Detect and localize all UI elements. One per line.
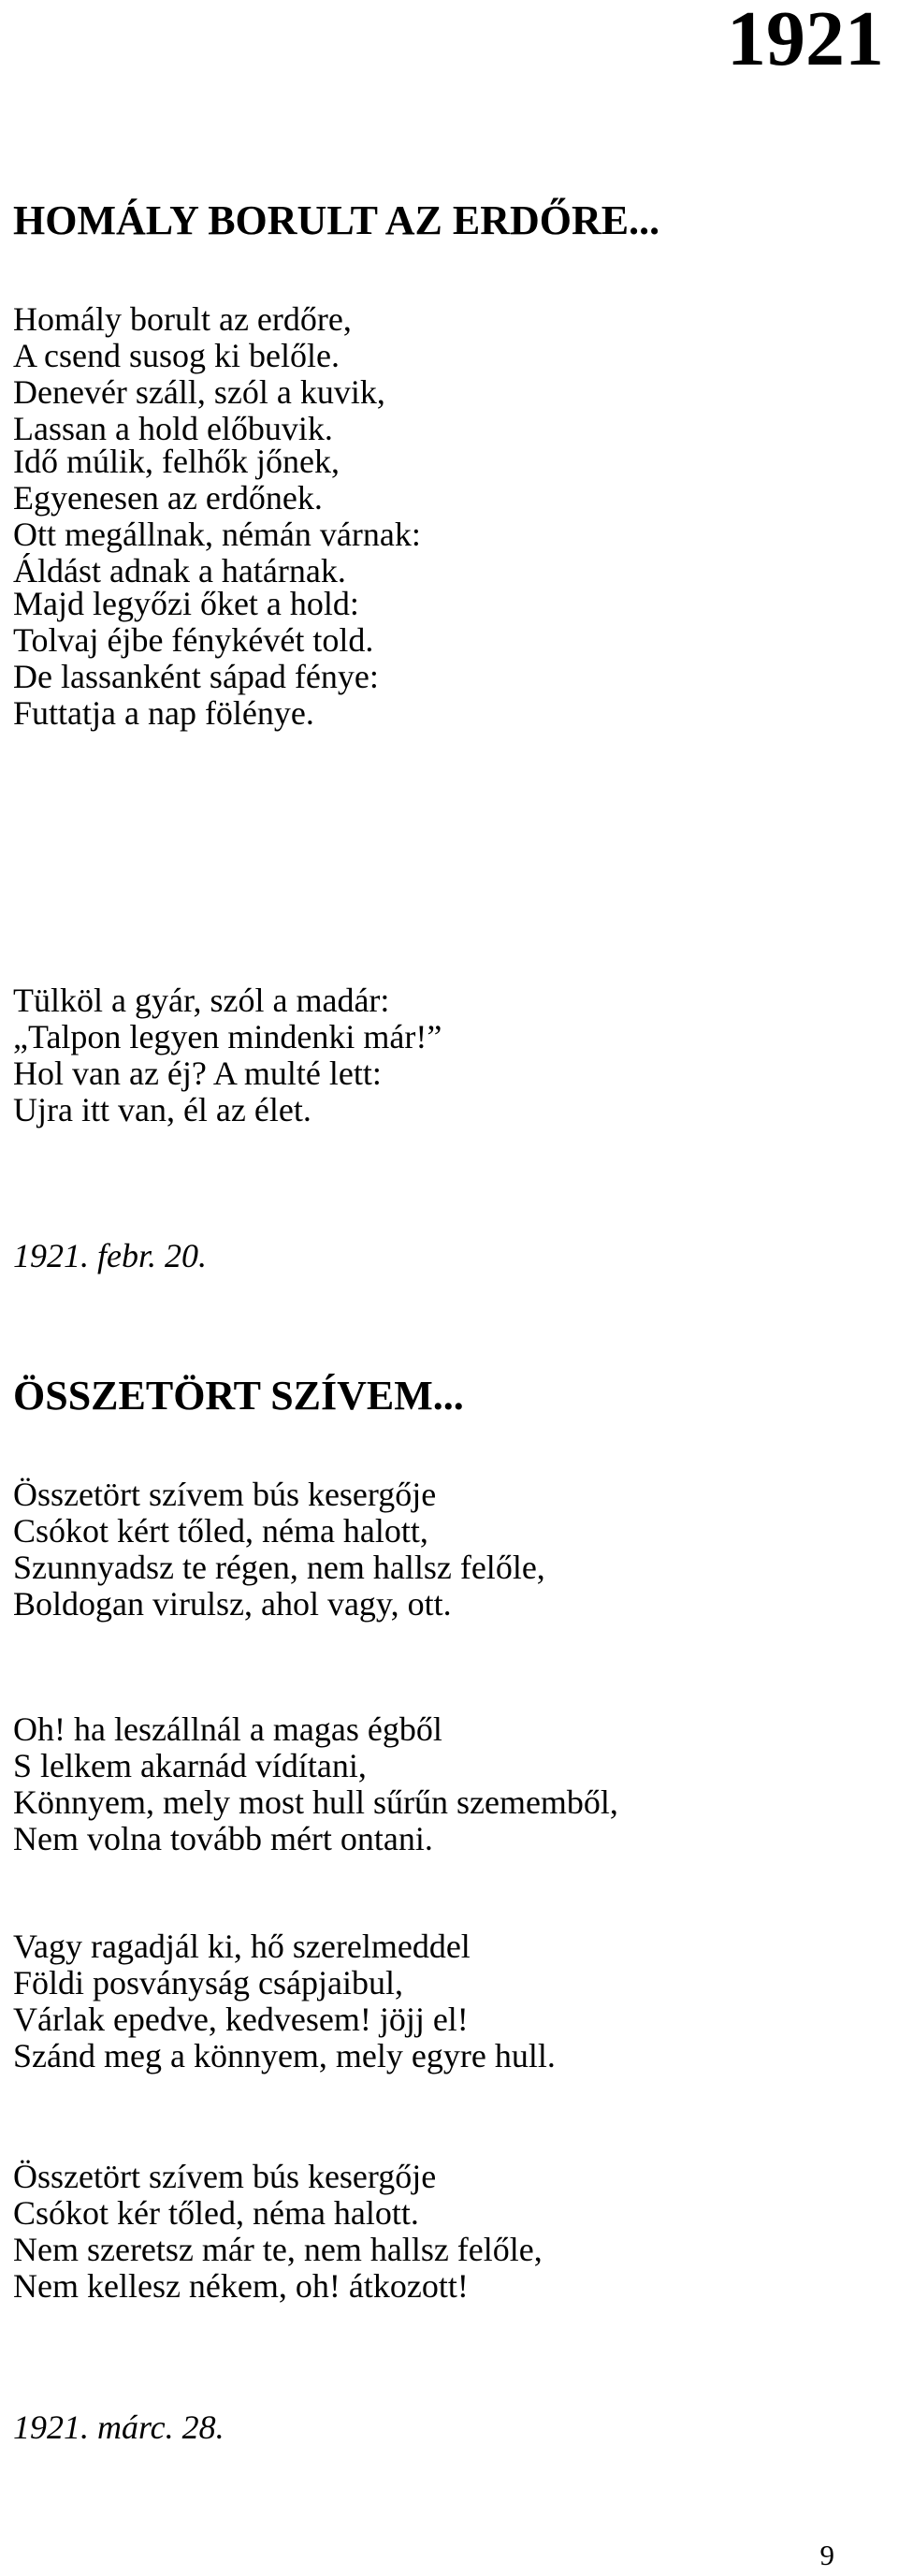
stanza bbox=[13, 301, 385, 447]
stanza bbox=[13, 2159, 543, 2305]
stanza bbox=[13, 1477, 545, 1623]
poem-line: Tolvaj éjbe fénykévét told. bbox=[13, 621, 374, 659]
poem-date: 1921. márc. 28. bbox=[13, 2409, 224, 2446]
poem-line: Denevér száll, szól a kuvik, bbox=[13, 373, 385, 411]
poem-line: Tülköl a gyár, szól a madár: bbox=[13, 982, 390, 1019]
poem-line: Majd legyőzi őket a hold: bbox=[13, 585, 359, 622]
poem-line: Lassan a hold előbuvik. bbox=[13, 410, 333, 447]
stanza bbox=[13, 982, 442, 1128]
poem-line: Oh! ha leszállnál a magas égből bbox=[13, 1710, 442, 1748]
poem-line: Hol van az éj? A multé lett: bbox=[13, 1055, 382, 1092]
poem-line: Boldogan virulsz, ahol vagy, ott. bbox=[13, 1585, 452, 1623]
poem-line: Futtatja a nap fölénye. bbox=[13, 694, 314, 732]
poem-line: Egyenesen az erdőnek. bbox=[13, 479, 323, 517]
poem-line: Összetört szívem bús kesergője bbox=[13, 2158, 437, 2195]
poem-line: Idő múlik, felhők jőnek, bbox=[13, 443, 340, 480]
year-heading: 1921 bbox=[727, 0, 884, 82]
poem-title: HOMÁLY BORULT AZ ERDŐRE... bbox=[13, 197, 660, 243]
poem-title: ÖSSZETÖRT SZÍVEM... bbox=[13, 1373, 464, 1419]
poem-line: Homály borult az erdőre, bbox=[13, 300, 352, 338]
poem-date: 1921. febr. 20. bbox=[13, 1237, 207, 1274]
page-number: 9 bbox=[819, 2539, 834, 2571]
poem-line: Nem kellesz nékem, oh! átkozott! bbox=[13, 2267, 469, 2305]
poem-line: Összetört szívem bús kesergője bbox=[13, 1476, 437, 1513]
poem-line: Nem volna tovább mért ontani. bbox=[13, 1820, 433, 1857]
stanza bbox=[13, 586, 379, 732]
poem-line: Ujra itt van, él az élet. bbox=[13, 1091, 311, 1128]
poem-line: Csókot kér tőled, néma halott. bbox=[13, 2194, 419, 2232]
poem-line: Szunnyadsz te régen, nem hallsz felőle, bbox=[13, 1549, 545, 1586]
poem-line: Vagy ragadjál ki, hő szerelmeddel bbox=[13, 1928, 471, 1965]
poem-line: Nem szeretsz már te, nem hallsz felőle, bbox=[13, 2231, 543, 2268]
poem-line: A csend susog ki belőle. bbox=[13, 337, 340, 374]
poem-line: Ott megállnak, némán várnak: bbox=[13, 516, 421, 553]
poem-line: Csókot kért tőled, néma halott, bbox=[13, 1512, 428, 1550]
poem-line: Szánd meg a könnyem, mely egyre hull. bbox=[13, 2037, 556, 2074]
poem-line: Áldást adnak a határnak. bbox=[13, 552, 346, 589]
poem-line: „Talpon legyen mindenki már!” bbox=[13, 1018, 442, 1055]
poem-line: S lelkem akarnád vídítani, bbox=[13, 1747, 367, 1784]
poem-line: Földi posványság csápjaibul, bbox=[13, 1964, 403, 2001]
stanza bbox=[13, 1928, 556, 2074]
poem-line: Könnyem, mely most hull sűrűn szememből, bbox=[13, 1783, 618, 1821]
stanza bbox=[13, 1711, 618, 1857]
poem-line: Várlak epedve, kedvesem! jöjj el! bbox=[13, 2001, 469, 2038]
poem-line: De lassanként sápad fénye: bbox=[13, 658, 379, 695]
stanza bbox=[13, 444, 421, 589]
